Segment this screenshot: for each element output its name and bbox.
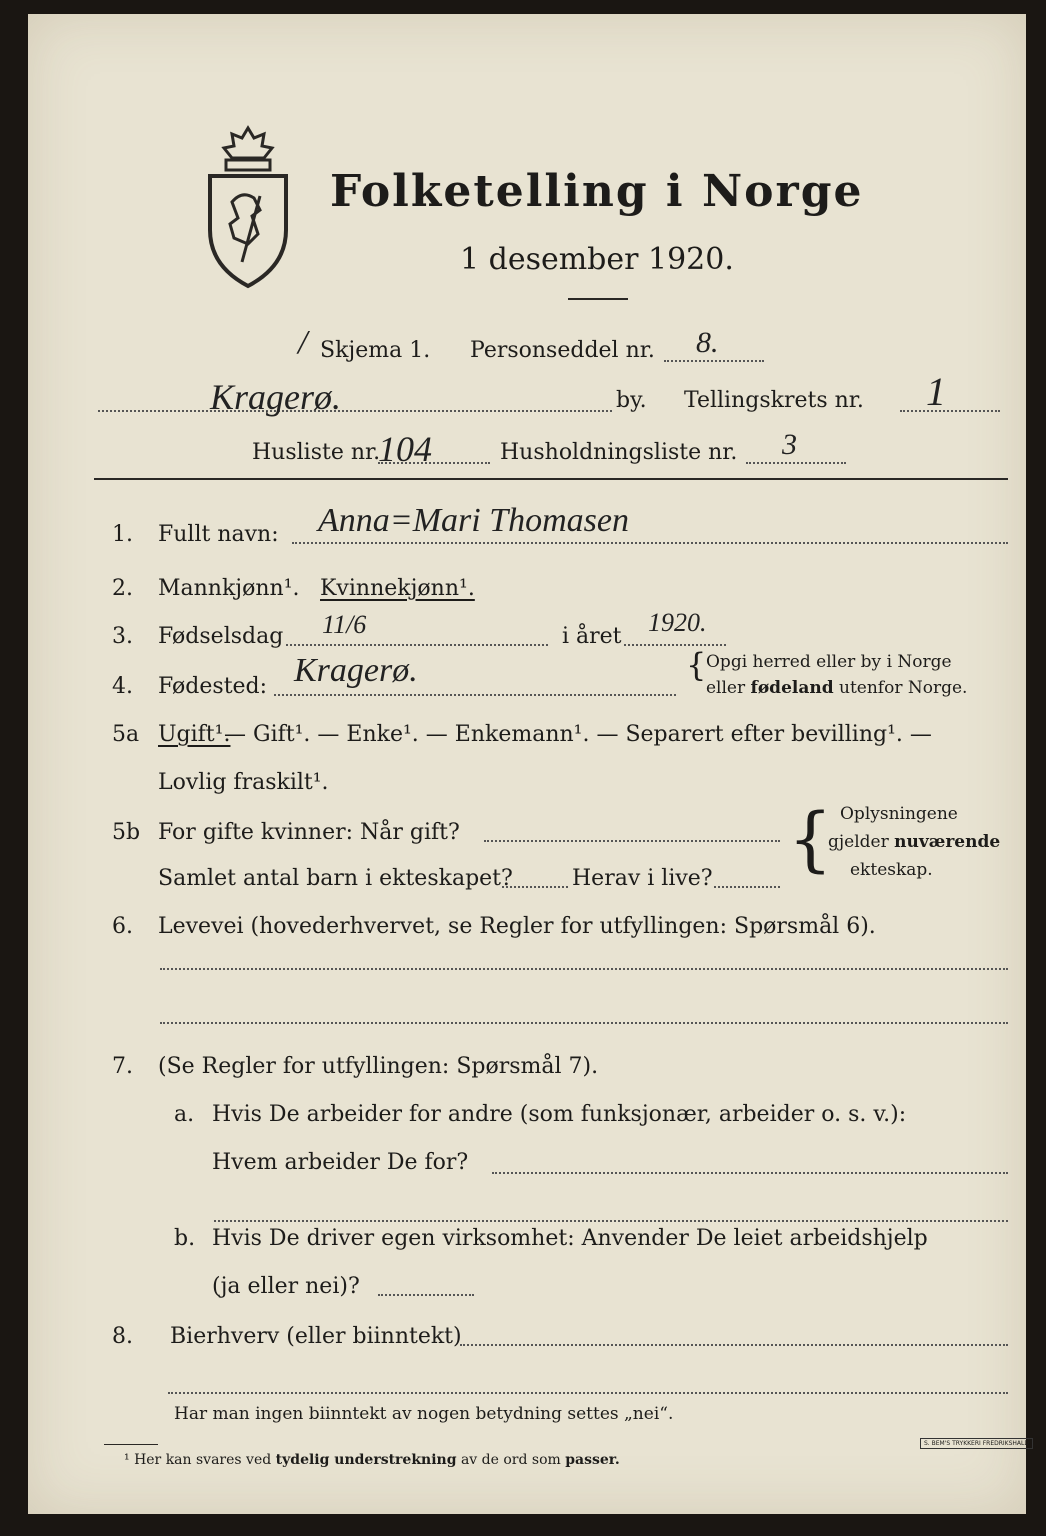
husholdningsliste-label: Husholdningsliste nr. xyxy=(500,440,738,465)
q5b-note-3: ekteskap. xyxy=(850,860,933,880)
q7a-label: Hvis De arbeider for andre (som funksjonær, arbeider o. s. v.): xyxy=(212,1102,907,1127)
footnote: ¹ Her kan svares ved tydelig understrekning av de ord som passer. xyxy=(124,1452,620,1468)
q7b-sub: (ja eller nei)? xyxy=(212,1274,360,1299)
q7a-letter: a. xyxy=(174,1102,195,1127)
q5b-alive-label: Herav i live? xyxy=(572,866,713,891)
q7b-label: Hvis De driver egen virksomhet: Anvender De leiet arbeidshjelp xyxy=(212,1226,928,1251)
q2-number: 2. xyxy=(112,576,133,601)
q5a-unmarried: Ugift¹. xyxy=(158,722,231,747)
q5a-options: — Gift¹. — Enke¹. — Enkemann¹. — Separert efter bevilling¹. — xyxy=(224,722,932,747)
birthday-value[interactable]: 11/6 xyxy=(322,610,367,639)
q3-number: 3. xyxy=(112,624,133,649)
city-value[interactable]: Kragerø. xyxy=(210,377,342,417)
tellingskrets-value[interactable]: 1 xyxy=(926,369,946,414)
full-name-value[interactable]: Anna=Mari Thomasen xyxy=(318,502,629,539)
q8-number: 8. xyxy=(112,1324,133,1349)
q8-label: Bierhverv (eller biinntekt) xyxy=(170,1324,462,1349)
coat-of-arms-icon xyxy=(202,122,294,294)
q4-label: Fødested: xyxy=(158,674,268,699)
personseddel-label: Personseddel nr. xyxy=(470,338,655,363)
q7b-letter: b. xyxy=(174,1226,196,1251)
q7-number: 7. xyxy=(112,1054,133,1079)
q1-label: Fullt navn: xyxy=(158,522,279,547)
q2-female: Kvinnekjønn¹. xyxy=(320,576,475,601)
q7-label: (Se Regler for utfyllingen: Spørsmål 7). xyxy=(158,1054,599,1079)
q4-note-1: Opgi herred eller by i Norge xyxy=(706,652,952,672)
q4-number: 4. xyxy=(112,674,133,699)
q5a-number: 5a xyxy=(112,722,140,747)
q5b-label: For gifte kvinner: Når gift? xyxy=(158,820,460,845)
handwritten-mark: / xyxy=(298,324,308,361)
q5b-number: 5b xyxy=(112,820,141,845)
tellingskrets-label: Tellingskrets nr. xyxy=(684,388,864,413)
q5b-children-label: Samlet antal barn i ekteskapet? xyxy=(158,866,513,891)
divider xyxy=(568,298,628,300)
q5b-note-1: Oplysningene xyxy=(840,804,958,824)
footer-note: Har man ingen biinntekt av nogen betydning settes „nei“. xyxy=(174,1404,674,1424)
q5b-note-2: gjelder nuværende xyxy=(828,832,1001,852)
personseddel-number[interactable]: 8. xyxy=(696,326,719,359)
q6-label: Levevei (hovederhvervet, se Regler for utfyllingen: Spørsmål 6). xyxy=(158,914,876,939)
q5a-divorced: Lovlig fraskilt¹. xyxy=(158,770,329,795)
city-suffix: by. xyxy=(616,388,647,413)
census-form: Folketelling i Norge 1 desember 1920. / Skjema 1. Personseddel nr. 8. Kragerø. by. Tellingskrets nr. 1 Husliste nr. 104 Husholdningsliste nr. 3 1. Fullt navn: Anna=Mari Thomasen 2. Mannkjønn¹. Kvinnekjønn¹. 3. Fødselsdag 11/6 i året 1920. 4. Fødested: Kragerø. { Opgi herred eller by i Norge eller fødeland utenfor Norge. 5a Ugift¹. — Gift¹. — Enke¹. — Enkemann¹. — Separert efter bevilling¹. — Lovlig fraskilt¹. 5b For gifte kvinner: Når gift? Samlet antal barn i ekteskapet? Herav i live? { Oplysningene gjelder nuværende ekteskap. 6. Levevei (hovederhvervet, se Regler for utfyllingen: Spørsmål 6). 7. (Se Regler for utfyllingen: Spørsmål 7). a. Hvis De arbeider for andre (som funksjonær, arbeider o. s. v.): Hvem arbeider De for? b. Hvis De driver egen virksomhet: Anvender De leiet arbeidshjelp (ja eller nei)? 8. Bierhverv (eller biinntekt) Har man ingen biinntekt av nogen betydning settes „nei“. ¹ Her kan svares ved tydelig understrekning av de ord som passer. S. BEM'S TRYKKERI FREDRIKSHALD xyxy=(28,14,1026,1514)
printer-stamp: S. BEM'S TRYKKERI FREDRIKSHALD xyxy=(920,1438,1033,1449)
husliste-value[interactable]: 104 xyxy=(378,429,432,469)
birth-year-value[interactable]: 1920. xyxy=(648,608,707,637)
census-date: 1 desember 1920. xyxy=(460,242,734,277)
q6-number: 6. xyxy=(112,914,133,939)
q4-note-2: eller fødeland utenfor Norge. xyxy=(706,678,968,698)
husholdningsliste-value[interactable]: 3 xyxy=(782,428,797,461)
q3-label: Fødselsdag xyxy=(158,624,284,649)
header-rule xyxy=(94,478,1008,480)
q3-year-label: i året xyxy=(562,624,622,649)
husliste-label: Husliste nr. xyxy=(252,440,381,465)
q7a-question: Hvem arbeider De for? xyxy=(212,1150,469,1175)
q2-male: Mannkjønn¹. xyxy=(158,576,300,601)
q1-number: 1. xyxy=(112,522,133,547)
schema-label: Skjema 1. xyxy=(320,338,431,363)
form-title: Folketelling i Norge xyxy=(330,166,864,217)
birthplace-value[interactable]: Kragerø. xyxy=(294,652,418,689)
